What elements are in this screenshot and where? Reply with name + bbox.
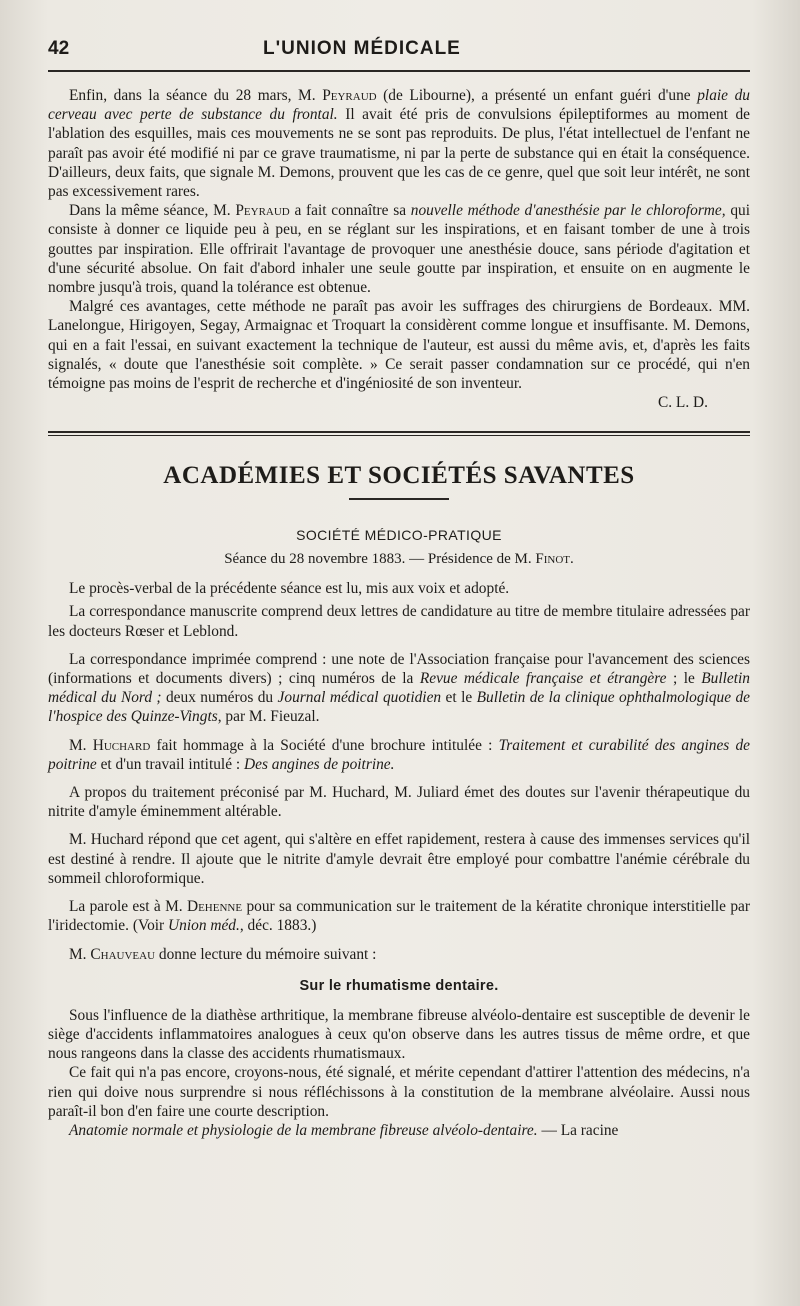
header-rule	[48, 70, 750, 72]
page-number: 42	[48, 38, 70, 59]
paragraph-not-yet-reported: Ce fait qui n'a pas encore, croyons-nous, été signalé, et mérite cependant d'attirer l'attention des médecins, n'a rien qui doive nous surprendre si nous réfléchissons à la constitution de la membrane alvéolaire. Aussi nous paraît-il bon d'en faire une courte description.	[48, 1064, 750, 1120]
author-name: Peyraud	[322, 87, 377, 104]
paragraph-printed-correspondence: La correspondance imprimée comprend : une note de l'Association française pour l'avancement des sciences (informations et documents divers) ; cinq numéros de la Revue médicale française et étrangère ; le Bulletin médical du Nord ; deux numéros du Journal médical quotidien et le Bulletin de la clinique ophthalmologique de l'hospice des Quinze-Vingts, par M. Fieuzal.	[48, 650, 751, 726]
paragraph-anatomy-heading: Anatomie normale et physiologie de la membrane fibreuse alvéolo-dentaire. — La racine	[69, 1121, 619, 1139]
section-title: ACADÉMIES ET SOCIÉTÉS SAVANTES	[163, 462, 635, 490]
paragraph-huchard-reply: M. Huchard répond que cet agent, qui s'altère en effet rapidement, restera à cause des immenses services qu'il est destiné à rendre. Il ajoute que le nitrite d'amyle devrait être employé pour combattre l'anémie cérébrale du sommeil chloroformique.	[48, 831, 750, 887]
signature: C. L. D.	[657, 394, 708, 412]
paragraph-anesthesia-method: Dans la même séance, M. Peyraud a fait connaître sa nouvelle méthode d'anesthésie par le chloroforme, qui consiste à donner ce liquide peu à peu, en se réglant sur les inspirations, et en faisant tomber de une à trois gouttes par inspiration. Elle offrirait l'avantage de provoquer une anesthésie douce, sans période d'agitation et d'une sécurité absolue. On fait d'abord inhaler une seule goutte par inspiration, et ensuite on en augmente le nombre jusqu'à trois, quand la tolérance est obtenue.	[48, 202, 750, 297]
society-heading: SOCIÉTÉ MÉDICO-PRATIQUE	[296, 527, 502, 544]
paragraph-juliard-doubts: A propos du traitement préconisé par M. Huchard, M. Juliard émet des doutes sur l'avenir thérapeutique du nitrite d'amyle éminemment altérable.	[48, 784, 750, 821]
section-rule-top	[48, 431, 750, 433]
paragraph-arthritic-diathesis: Sous l'influence de la diathèse arthritique, la membrane fibreuse alvéolo-dentaire est susceptible de devenir le siège d'accidents inflammatoires analogues à ceux qu'on observe dans les autres tissus de même ordre, et que nous rangeons dans la classe des accidents rhumatismaux.	[48, 1006, 750, 1063]
paragraph-peyraud-case: Enfin, dans la séance du 28 mars, M. Peyraud (de Libourne), a présenté un enfant guéri d'une plaie du cerveau avec perte de substance du frontal. Il avait été pris de convulsions épileptiformes au moment de l'ablation des esquilles, mais ces mouvements ne se sont pas reproduits. De plus, l'état intellectuel de l'enfant ne paraît pas avoir été modifié ni par ce grave traumatisme, ni par la perte de substance qui en était la conséquence. D'ailleurs, deux faits, que signale M. Demons, prouvent que les cas de ce genre, quel que soit leur intérêt, ne sont pas excessivement rares.	[48, 87, 750, 201]
running-title: L'UNION MÉDICALE	[263, 38, 461, 59]
paragraph-bordeaux-opinion: Malgré ces avantages, cette méthode ne paraît pas avoir les suffrages des chirurgiens de Bordeaux. MM. Lanelongue, Hirigoyen, Segay, Armaignac et Troquart la considèrent comme longue et insuffisante. M. Demons, qui en a fait l'essai, en suivant exactement la technique de l'auteur, est aussi du même avis, et, d'après les faits signalés, « doute que l'anesthésie soit complète. » Ce serait passer condamnation sur ce procédé, qui n'en témoigne pas moins de l'esprit de recherche et d'ingéniosité de son inventeur.	[48, 298, 750, 393]
section-rule-bottom	[48, 435, 750, 436]
author-name: Peyraud	[235, 202, 290, 220]
paragraph-dehenne-communication: La parole est à M. Dehenne pour sa communication sur le traitement de la kératite chronique interstitielle par l'iridectomie. (Voir Union méd., déc. 1883.)	[48, 898, 750, 935]
paragraph-minutes: Le procès-verbal de la précédente séance est lu, mis aux voix et adopté.	[69, 580, 510, 598]
paragraph-manuscript-correspondence: La correspondance manuscrite comprend deux lettres de candidature au titre de membre titulaire adressées par les docteurs Rœser et Leblond.	[48, 603, 750, 640]
page-header	[48, 38, 750, 72]
title-underline	[349, 498, 449, 500]
memoir-title: Sur le rhumatisme dentaire.	[299, 977, 499, 994]
paragraph-chauveau-reading: M. Chauveau donne lecture du mémoire suivant :	[69, 945, 377, 963]
session-line: Séance du 28 novembre 1883. — Présidence de M. Finot.	[224, 551, 574, 568]
paragraph-huchard-homage: M. Huchard fait hommage à la Société d'une brochure intitulée : Traitement et curabilité des angines de poitrine et d'un travail intitulé : Des angines de poitrine.	[48, 736, 750, 773]
